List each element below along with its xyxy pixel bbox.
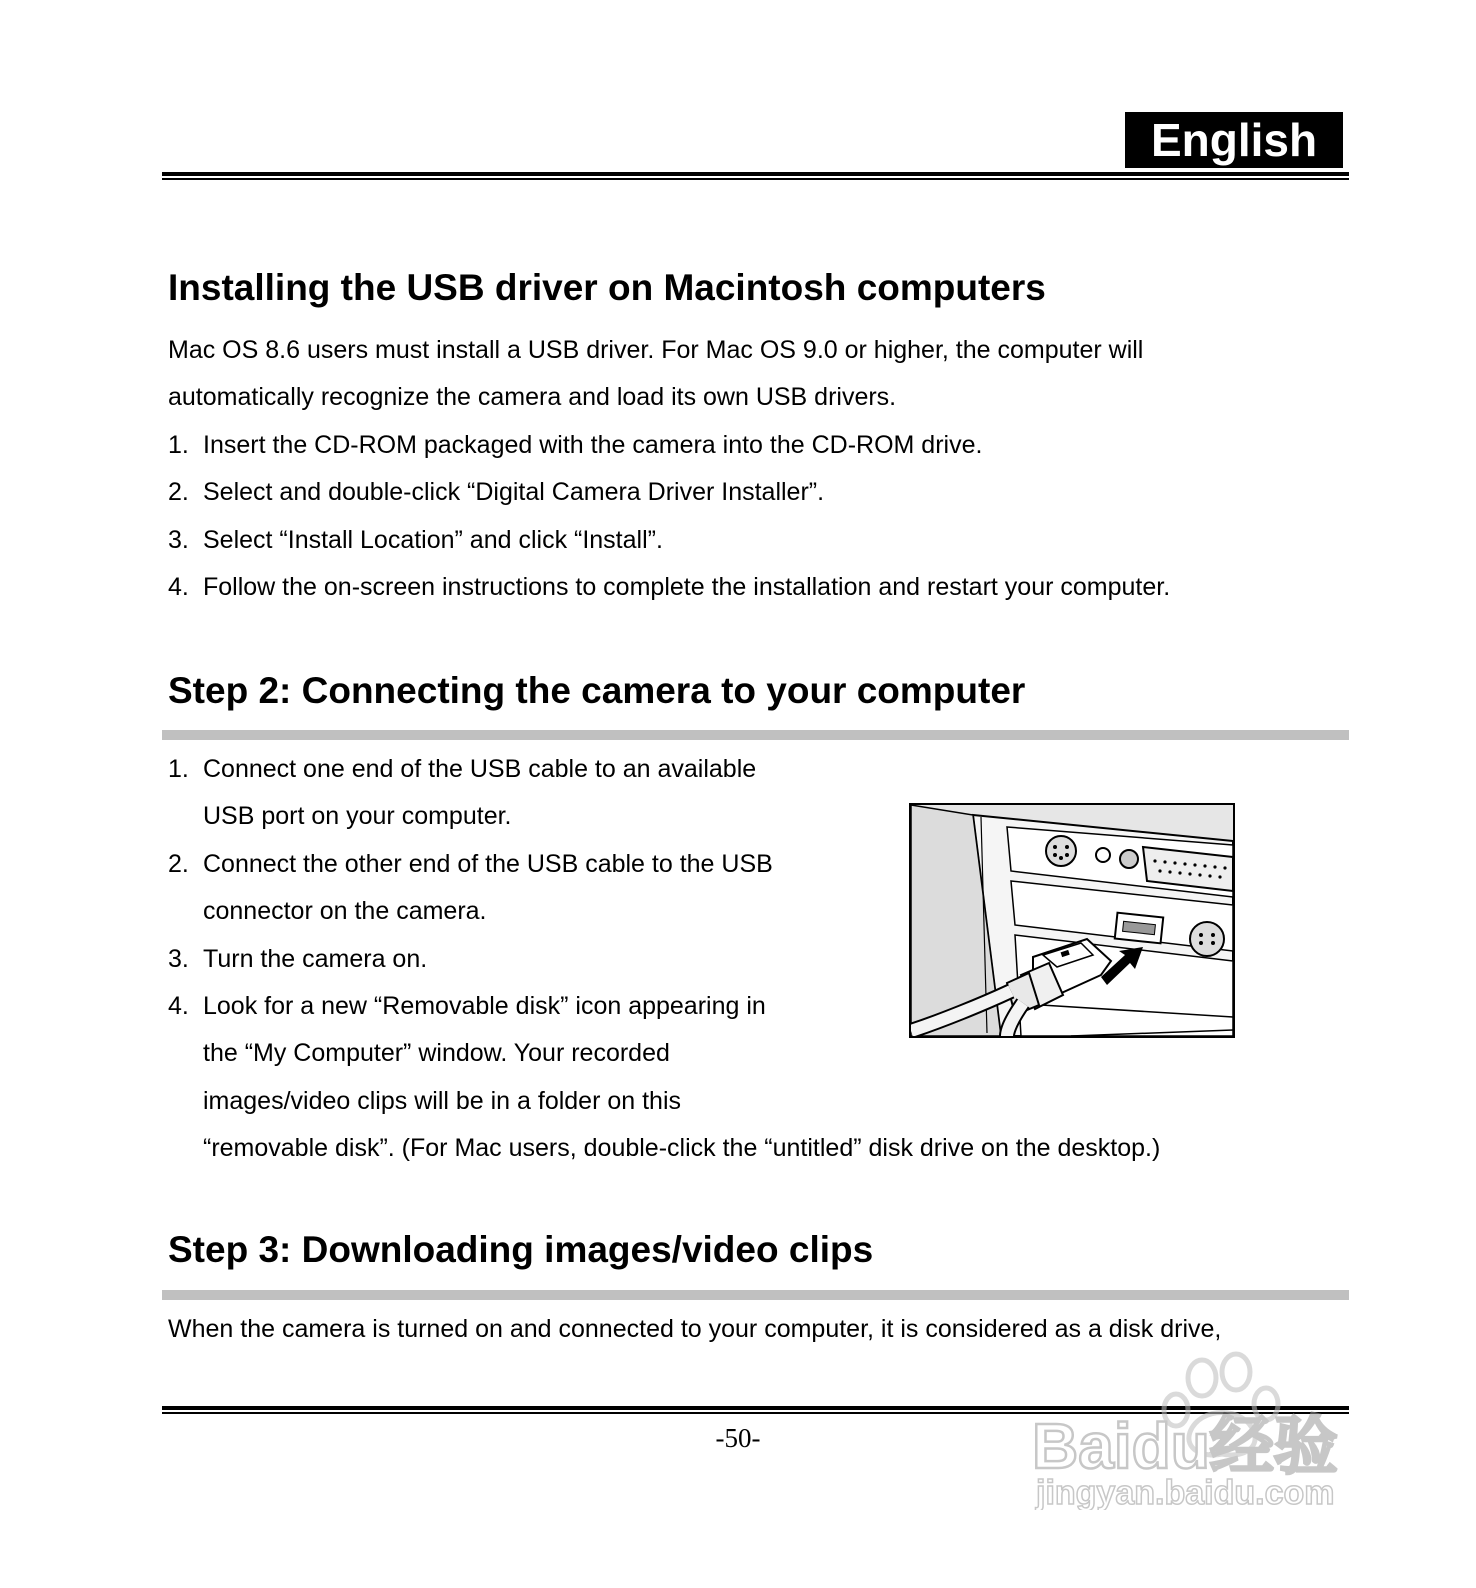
section-rule [162, 1290, 1349, 1300]
baidu-watermark [1030, 1350, 1370, 1510]
page-number: -50- [715, 1423, 761, 1453]
step2-item: 1. Connect one end of the USB cable to an available USB port on your computer. [168, 755, 757, 831]
section-rule [162, 730, 1349, 740]
language-badge: English [1125, 112, 1343, 168]
mac-step: 3. Select “Install Location” and click “Install”. [168, 525, 663, 554]
step2-item: 4. Look for a new “Removable disk” icon appearing in the “My Computer” window. Your recorded images/video clips will be in a folder on this “removable disk”. (For Mac users, double-click the “untitled” disk drive on the desktop.) [168, 992, 1161, 1163]
section-title-step2: Step 2: Connecting the camera to your computer [168, 670, 1026, 711]
watermark-url: jingyan.baidu.com [1036, 1474, 1335, 1510]
header-rule [162, 172, 1349, 176]
header-rule-thin [162, 178, 1349, 180]
section-title-mac-driver: Installing the USB driver on Macintosh computers [168, 267, 1046, 308]
mac-intro [168, 327, 1170, 611]
step3-text: When the camera is turned on and connected to your computer, it is considered as a disk drive, [168, 1315, 1222, 1343]
step2-item: 3. Turn the camera on. [168, 944, 428, 973]
mac-intro-line: Mac OS 8.6 users must install a USB driver. For Mac OS 9.0 or higher, the computer will [168, 336, 1144, 364]
section-title-step3: Step 3: Downloading images/video clips [168, 1229, 874, 1270]
baidu-paw-icon [1030, 1350, 1370, 1510]
mac-intro-line: automatically recognize the camera and load its own USB drivers. [168, 383, 897, 412]
usb-connection-illustration [909, 803, 1235, 1038]
watermark-brand: Baidu经验 [1032, 1410, 1338, 1482]
step2-item: 2. Connect the other end of the USB cable to the USB connector on the camera. [168, 849, 773, 926]
mac-step: 2. Select and double-click “Digital Camera Driver Installer”. [168, 478, 825, 507]
mac-step: 4. Follow the on-screen instructions to complete the installation and restart your computer. [168, 573, 1171, 602]
computer-usb-port-icon [911, 805, 1233, 1036]
mac-step: 1. Insert the CD-ROM packaged with the camera into the CD-ROM drive. [168, 430, 983, 459]
